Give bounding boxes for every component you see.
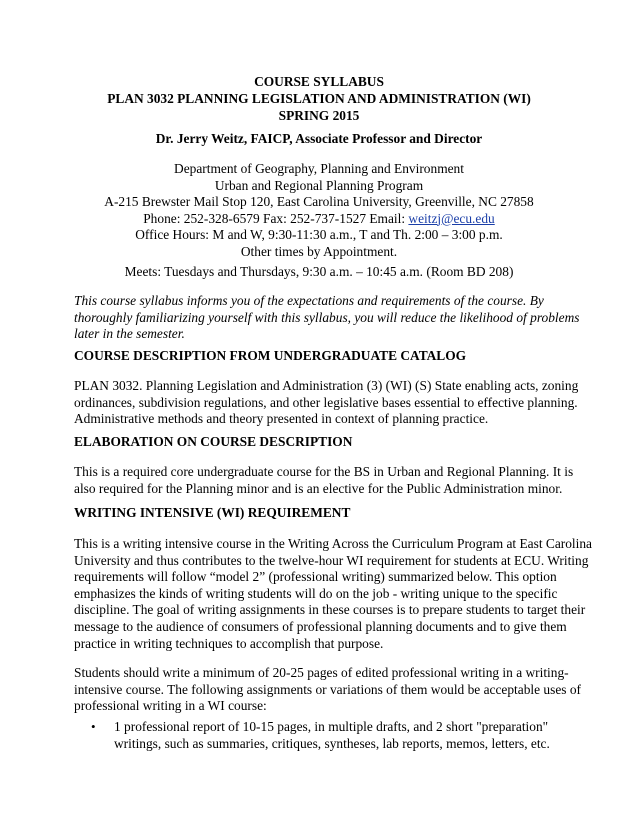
email-link[interactable]: weitzj@ecu.edu (408, 210, 495, 226)
wi-line: practice in writing techniques to accomplish that purpose. (74, 635, 384, 651)
wi-line: intensive course. The following assignments or variations of them would be acceptable uses of (74, 681, 581, 697)
other-times: Other times by Appointment. (240, 243, 398, 259)
wi-line: Students should write a minimum of 20-25 pages of edited professional writing in a writing- (74, 665, 569, 680)
office-hours: Office Hours: M and W, 9:30-11:30 a.m., T and Th. 2:00 – 3:00 p.m. (135, 227, 503, 242)
term: SPRING 2015 (278, 108, 360, 123)
wi-line: emphasizes the kinds of writing students will do on the job - writing unique to the specific (74, 585, 558, 601)
syllabus-header (0, 73, 638, 124)
wi-heading: WRITING INTENSIVE (WI) REQUIREMENT (74, 505, 351, 520)
wi-paragraph (74, 536, 593, 652)
document-title: COURSE SYLLABUS (254, 74, 384, 89)
catalog-paragraph (74, 378, 579, 428)
course-title: PLAN 3032 PLANNING LEGISLATION AND ADMINISTRATION (WI) (107, 91, 531, 106)
catalog-line: Administrative methods and theory presented in context of planning practice. (74, 411, 489, 427)
intro-line: later in the semester. (74, 326, 185, 342)
instructor-name: Dr. Jerry Weitz, FAICP, Associate Professor and Director (155, 131, 483, 146)
elaboration-heading: ELABORATION ON COURSE DESCRIPTION (74, 434, 353, 449)
department: Department of Geography, Planning and Environment (174, 161, 464, 176)
wi-line: message to the audience of consumers of professional planning documents and to give them (74, 618, 567, 634)
elaboration-paragraph (74, 464, 574, 497)
wi-line: This is a writing intensive course in the Writing Across the Curriculum Program at East Carolina (74, 536, 593, 551)
catalog-line: PLAN 3032. Planning Legislation and Administration (3) (WI) (S) State enabling acts, zoning (74, 378, 579, 393)
bullet-line: writings, such as summaries, critiques, syntheses, lab reports, memos, letters, etc. (114, 735, 550, 751)
catalog-line: ordinances, subdivision regulations, and other legislative bases essential to effective planning. (74, 394, 578, 410)
instructor-info (0, 161, 638, 260)
bullet-line: 1 professional report of 10-15 pages, in multiple drafts, and 2 short "preparation" (114, 719, 549, 734)
intro-line: thoroughly familiarizing yourself with this syllabus, you will reduce the likelihood of problems (74, 309, 580, 325)
address: A-215 Brewster Mail Stop 120, East Carolina University, Greenville, NC 27858 (104, 194, 534, 209)
intro-paragraph (74, 293, 580, 343)
list-item (114, 719, 550, 752)
catalog-heading: COURSE DESCRIPTION FROM UNDERGRADUATE CATALOG (74, 348, 467, 363)
intro-line: This course syllabus informs you of the expectations and requirements of the course. By (74, 293, 544, 308)
wi-paragraph-2 (74, 665, 581, 715)
program: Urban and Regional Planning Program (214, 177, 424, 193)
wi-line: professional writing in a WI course: (74, 698, 267, 714)
elaboration-line: This is a required core undergraduate course for the BS in Urban and Regional Planning. It is (74, 464, 574, 479)
bullet-icon: • (91, 719, 96, 734)
contact-line (0, 211, 638, 228)
wi-line: University and thus contributes to the twelve-hour WI requirement for students at ECU. Writing (74, 552, 589, 568)
meeting-times: Meets: Tuesdays and Thursdays, 9:30 a.m. – 10:45 a.m. (Room BD 208) (124, 264, 514, 279)
wi-line: requirements will follow “model 2” (professional writing) summarized below. This option (74, 569, 557, 585)
wi-line: discipline. The goal of writing assignments in these courses is to prepare students to target their (74, 602, 586, 618)
contact-prefix: Phone: 252-328-6579 Fax: 252-737-1527 Email: (143, 210, 409, 226)
elaboration-line: also required for the Planning minor and is an elective for the Public Administration minor. (74, 480, 563, 496)
